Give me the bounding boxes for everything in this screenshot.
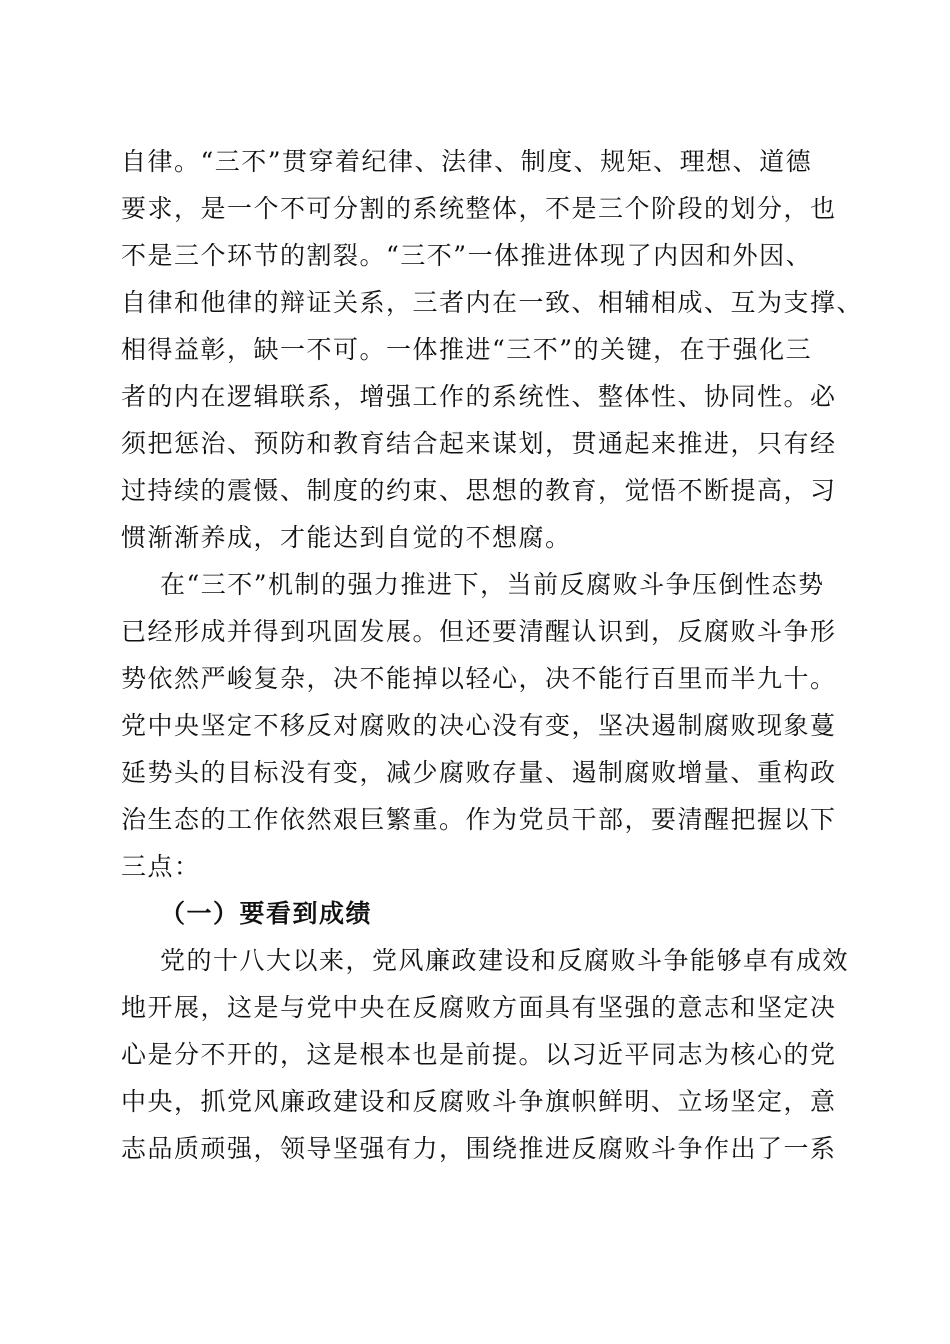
section-heading: （一）要看到成绩 xyxy=(160,899,373,928)
text-line: 要求，是一个不可分割的系统整体，不是三个阶段的划分，也 xyxy=(121,194,837,223)
text-line: 自律。“三不”贯穿着纪律、法律、制度、规矩、理想、道德 xyxy=(121,147,813,176)
text-line: 势依然严峻复杂，决不能掉以轻心，决不能行百里而半九十。 xyxy=(121,664,837,693)
text-line: 心是分不开的，这是根本也是前提。以习近平同志为核心的党 xyxy=(121,1040,837,1069)
text-line: 志品质顽强，领导坚强有力，围绕推进反腐败斗争作出了一系 xyxy=(121,1134,837,1163)
text-line: 治生态的工作依然艰巨繁重。作为党员干部，要清醒把握以下 xyxy=(121,805,837,834)
text-line: 相得益彰，缺一不可。一体推进“三不”的关键，在于强化三 xyxy=(121,335,813,364)
paragraph-first-line: 在“三不”机制的强力推进下，当前反腐败斗争压倒性态势 xyxy=(160,570,825,599)
text-line: 者的内在逻辑联系，增强工作的系统性、整体性、协同性。必 xyxy=(121,382,837,411)
text-line: 延势头的目标没有变，减少腐败存量、遏制腐败增量、重构政 xyxy=(121,758,837,787)
text-line: 惯渐渐养成，才能达到自觉的不想腐。 xyxy=(121,523,572,552)
text-line: 过持续的震慑、制度的约束、思想的教育，觉悟不断提高，习 xyxy=(121,476,837,505)
text-line: 党中央坚定不移反对腐败的决心没有变，坚决遏制腐败现象蔓 xyxy=(121,711,837,740)
text-line: 中央，抓党风廉政建设和反腐败斗争旗帜鲜明、立场坚定，意 xyxy=(121,1087,837,1116)
paragraph-first-line: 党的十八大以来，党风廉政建设和反腐败斗争能够卓有成效 xyxy=(160,946,850,975)
text-line: 不是三个环节的割裂。“三不”一体推进体现了内因和外因、 xyxy=(121,241,813,270)
text-line: 已经形成并得到巩固发展。但还要清醒认识到，反腐败斗争形 xyxy=(121,617,837,646)
text-line: 地开展，这是与党中央在反腐败方面具有坚强的意志和坚定决 xyxy=(121,993,837,1022)
text-line: 三点： xyxy=(121,852,201,881)
text-line: 自律和他律的辩证关系，三者内在一致、相辅相成、互为支撑、 xyxy=(121,288,864,317)
text-line: 须把惩治、预防和教育结合起来谋划，贯通起来推进，只有经 xyxy=(121,429,837,458)
